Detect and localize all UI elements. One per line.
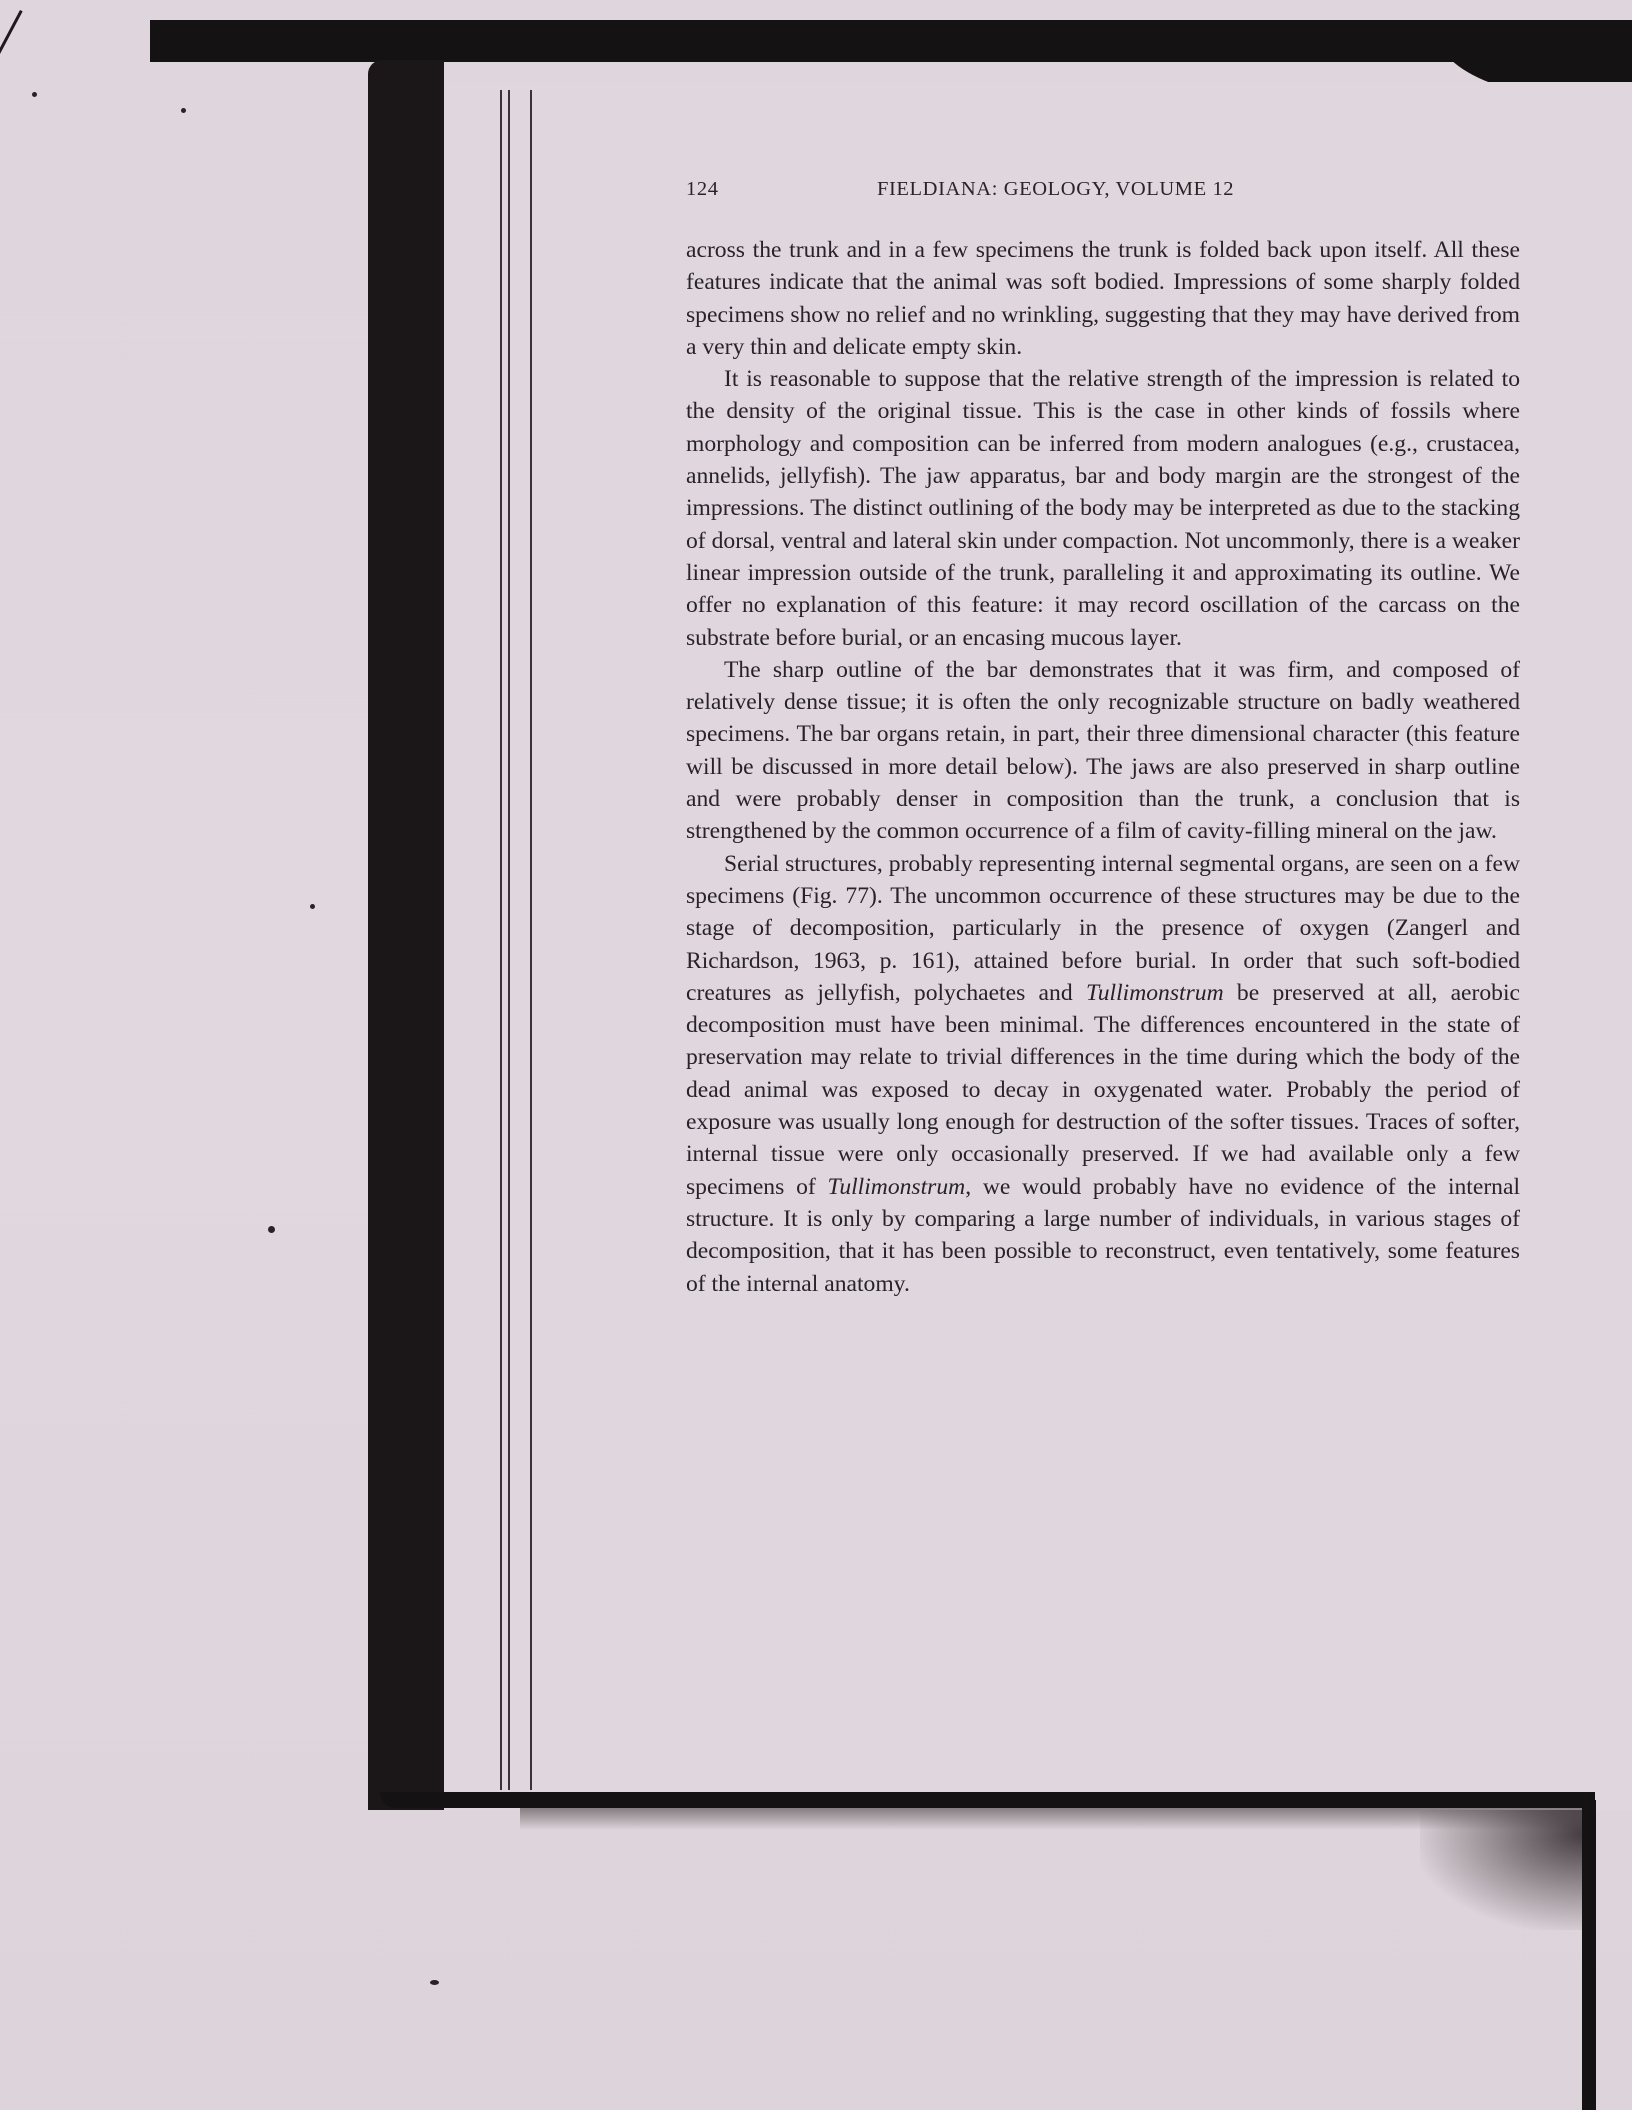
dust-speck [310,904,315,909]
text-run: It is reasonable to suppose that the relative strength of the impression is related to the density of the original tissue. This is the case in other kinds of fossils where morphology and composition can be inferred from modern analogues (e.g., crustacea, annelids, jellyfish). The jaw apparatus, bar and body margin are the strongest of the impressions. The distinct outlining of the body may be interpreted as due to the stacking of dorsal, ventral and lateral skin under compaction. Not uncommonly, there is a weaker linear impression outside of the trunk, paralleling it and approximating its outline. We offer no explanation of this feature: it may record oscillation of the carcass on the substrate before burial, or an encasing mucous layer. [686,366,1520,651]
text-run: The sharp outline of the bar demonstrates that it was firm, and composed of relatively dense tissue; it is often the only recognizable structure on badly weathered specimens. The bar organs retain, in part, their three dimensional character (this feature will be discussed in more detail below). The jaws are also preserved in sharp outline and were probably denser in composition than the trunk, a conclusion that is strengthened by the common occurrence of a film of cavity-filling mineral on the jaw. [686,656,1520,845]
right-book-edge [1582,1800,1596,2110]
text-run: , we would probably have no evidence of the internal structure. It is only by comparing a large number of individuals, in various stages of decomposition, that it has been possible to reconstruct, even tentatively, some features of the internal anatomy. [686,1173,1521,1297]
journal-title: FIELDIANA: GEOLOGY, VOLUME 12 [877,178,1235,200]
top-book-edge [150,20,1632,62]
dust-speck [32,92,37,97]
italic-taxon-name: Tullimonstrum [827,1173,966,1200]
corner-shadow [1420,1810,1585,1930]
body-paragraph [686,654,1520,848]
dust-speck [268,1226,275,1233]
body-paragraph [686,234,1520,363]
gutter-line [500,90,502,1790]
gutter-line [508,90,510,1790]
text-run: Serial structures, probably representing internal segmental organs, are seen on a few specimens (Fig. 77). The uncommon occurrence of these structures may be due to the stage of decomposition, particularly in the presence of oxygen (Zangerl and Richardson, 1963, p. 161), attained before burial. In order that such soft-bodied creatures as jellyfish, polychaetes and [686,850,1520,1006]
page-number: 124 [686,178,719,200]
body-paragraph [686,363,1520,654]
bottom-book-edge [380,1792,1595,1808]
italic-taxon-name: Tullimonstrum [1085,979,1224,1006]
body-paragraph [686,848,1520,1300]
text-run: across the trunk and in a few specimens the trunk is folded back upon itself. All these features indicate that the animal was soft bodied. Impressions of some sharply folded specimens show no relief and no wrinkling, suggesting that they may have derived from a very thin and delicate empty skin. [686,237,1520,360]
running-head [686,178,1516,210]
book-spine [368,60,444,1810]
dust-speck [181,108,186,113]
text-run: be preserved at all, aerobic decomposition must have been minimal. The differences encountered in the state of preservation may relate to trivial differences in the time during which the body of the dead animal was exposed to decay in oxygenated water. Probably the period of exposure was usually long enough for destruction of the softer tissues. Traces of softer, internal tissue were only occasionally preserved. If we had available only a few specimens of [686,979,1520,1200]
body-text [686,234,1520,1300]
gutter-line [530,90,532,1790]
dust-speck [430,1980,439,1985]
